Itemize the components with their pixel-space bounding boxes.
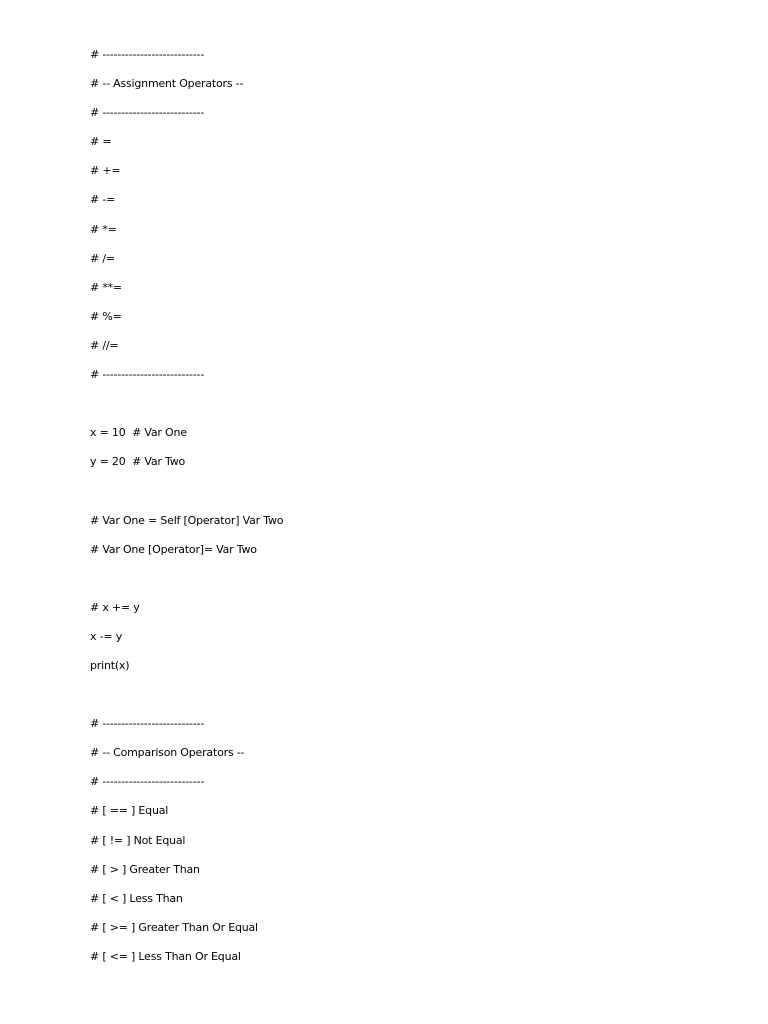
code-text-block: [90, 46, 730, 977]
text-line: # /=: [90, 251, 115, 265]
section-heading: # -- Assignment Operators --: [90, 77, 244, 91]
text-line: # ---------------------------: [90, 106, 205, 120]
text-line: # ---------------------------: [90, 368, 205, 382]
text-line: # **=: [90, 280, 122, 294]
text-line: # [ > ] Greater Than: [90, 862, 200, 876]
blank-line: [90, 395, 730, 424]
text-line: # -=: [90, 193, 116, 207]
text-line: # [ >= ] Greater Than Or Equal: [90, 920, 258, 934]
blank-line: [90, 570, 730, 599]
section-heading: # -- Comparison Operators --: [90, 746, 245, 760]
text-line: # [ < ] Less Than: [90, 891, 183, 905]
text-line: y = 20 # Var Two: [90, 455, 186, 469]
text-line: print(x): [90, 658, 130, 672]
blank-line: [90, 686, 730, 715]
text-line: # //=: [90, 338, 119, 352]
text-line: # Var One = Self [Operator] Var Two: [90, 513, 284, 527]
text-line: # [ == ] Equal: [90, 804, 169, 818]
text-line: x -= y: [90, 629, 122, 643]
text-line: # =: [90, 135, 112, 149]
text-line: # ---------------------------: [90, 48, 205, 61]
text-line: # ---------------------------: [90, 717, 205, 731]
blank-line: [90, 482, 730, 511]
text-line: # [ != ] Not Equal: [90, 833, 186, 847]
text-line: # *=: [90, 222, 117, 236]
text-line: # x += y: [90, 600, 140, 614]
text-line: # [ <= ] Less Than Or Equal: [90, 949, 241, 963]
text-line: # Var One [Operator]= Var Two: [90, 542, 257, 556]
text-line: # ---------------------------: [90, 775, 205, 789]
text-line: # %=: [90, 309, 122, 323]
text-line: # +=: [90, 164, 121, 178]
text-line: x = 10 # Var One: [90, 426, 187, 440]
